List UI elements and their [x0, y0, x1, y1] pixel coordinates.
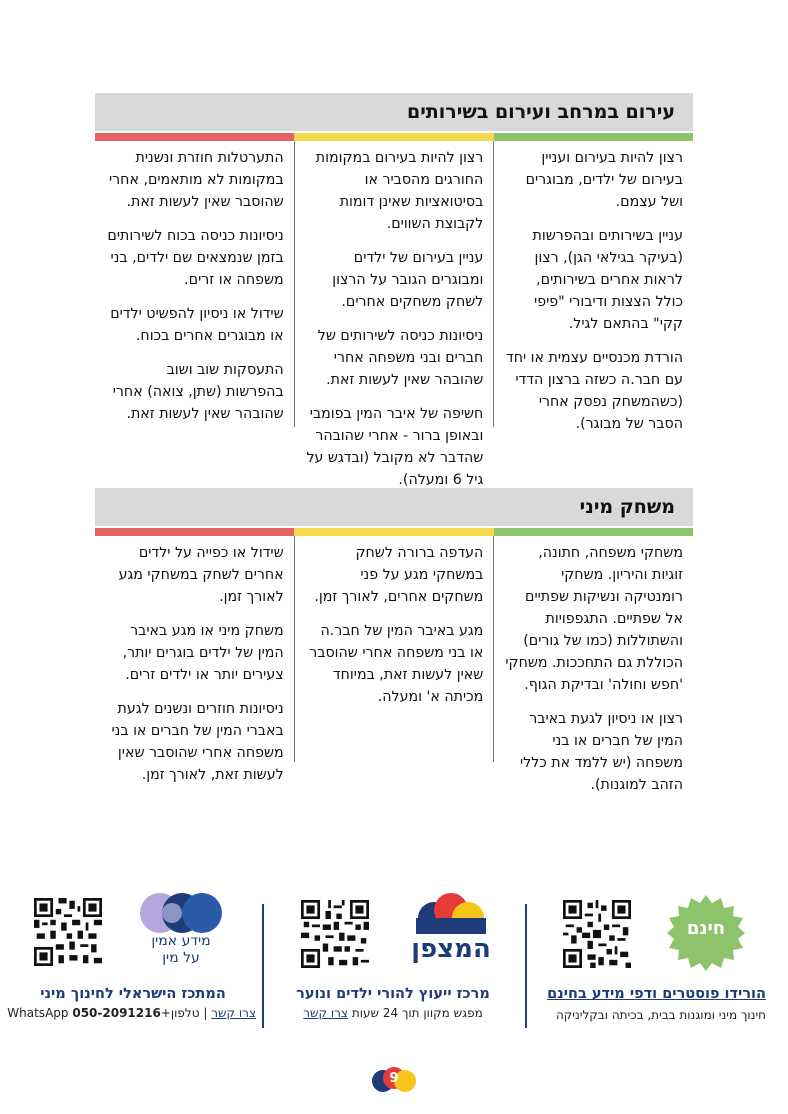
- qr-code-icon[interactable]: [563, 900, 631, 968]
- separator: |: [203, 1006, 208, 1020]
- institute-logo-line2: על מין: [162, 950, 200, 966]
- divider: [525, 904, 527, 1028]
- mitzpen-logo-text: המצפן: [411, 934, 491, 964]
- paragraph: משחקי משפחה, חתונה, זוגיות והיריון. משחקי רומנטיקה ונשיקות שפתיים אל שפתיים. התגפפויות והשתוללות (כמו של גורים) הכוללת גם התחככות. משחקי 'חפש וחולה' ובדיקת הגוף.: [505, 545, 683, 693]
- mitzpen-sub-text: מפגש מקוון תוך 24 שעות: [351, 1006, 483, 1020]
- columns: [95, 536, 693, 793]
- page-number: 9: [389, 1071, 399, 1086]
- section-sexual-play: [95, 488, 693, 793]
- paragraph: עניין בשירותים ובהפרשות (בעיקר בגילאי הגן), רצון לראות אחרים בשירותים, כולל הצצות ודיבורי "פיפי קקי" בהתאם לגיל.: [532, 228, 683, 332]
- institute-contact-row: [7, 1006, 256, 1020]
- phone-number[interactable]: 050-2091216: [72, 1006, 161, 1020]
- paragraph: עניין בעירום של ילדים ומבוגרים הגובר על הרצון לשחק משחקים אחרים.: [332, 250, 484, 310]
- qr-code-icon[interactable]: [301, 900, 369, 968]
- paragraph: הורדת מכנסיים עצמית או יחד עם חבר.ה כשזה ברצון הדדי (כשהמשחק נפסק אחרי הסבר של מבוגר).: [505, 350, 683, 432]
- qr-code-icon[interactable]: [34, 898, 102, 966]
- institute-contact-link[interactable]: צרו קשר: [211, 1006, 256, 1020]
- institute-logo-icon: [138, 888, 224, 938]
- mitzpen-logo-icon: [406, 888, 496, 934]
- paragraph: התעסקות שוב ושוב בהפרשות (שתן, צואה) אחרי שהובהר שאין לעשות זאת.: [112, 362, 284, 422]
- paragraph: שידול או ניסיון להפשיט ילדים או מבוגרים אחרים בכוח.: [110, 306, 284, 344]
- traffic-light-bars: [95, 528, 693, 536]
- column-green: [494, 141, 693, 432]
- paragraph: העדפה ברורה לשחק במשחקי מגע על פני משחקים אחרים, לאורך זמן.: [314, 545, 484, 605]
- yellow-bar: [294, 133, 493, 141]
- section-title: עירום במרחב ועירום בשירותים: [95, 93, 693, 131]
- column-red: [95, 141, 295, 427]
- section-title: משחק מיני: [95, 488, 693, 526]
- section-nudity: [95, 93, 693, 488]
- institute-title: המתכז הישראלי לחינוך מיני: [40, 986, 226, 1002]
- column-green: [494, 536, 693, 793]
- paragraph: משחק מיני או מגע באיבר המין של ילדים בוגרים יותר, צעירים יותר או ילדים זרים.: [122, 623, 284, 683]
- mitzpen-contact-link[interactable]: צרו קשר: [303, 1006, 349, 1020]
- mitzpen-subtitle: [268, 1006, 518, 1020]
- paragraph: ניסיונות חוזרים ונשנים לגעת באברי המין של חברים או בני משפחה אחרי שהוסבר שאין לעשות זאת, לאורך זמן.: [111, 701, 284, 783]
- paragraph: ניסיונות כניסה בכוח לשירותים בזמן שנמצאים שם ילדים, בני משפחה או זרים.: [107, 228, 284, 288]
- posters-download-link[interactable]: הורידו פוסטרים ודפי מידע בחינם: [547, 986, 766, 1002]
- mitzpen-title: מרכז ייעוץ להורי ילדים ונוער: [296, 986, 490, 1002]
- column-yellow: [295, 141, 495, 488]
- posters-subtitle: חינוך מיני ומוגנות בבית, בכיתה ובקליניקה: [555, 1008, 766, 1022]
- yellow-bar: [294, 528, 493, 536]
- red-bar: [95, 528, 294, 536]
- paragraph: מגע באיבר המין של חבר.ה או בני משפחה אחרי שהוסבר שאין לעשות זאת, במיוחד מכיתה א' ומעלה.: [309, 623, 484, 705]
- paragraph: רצון להיות בעירום במקומות החורגים מהסביר או בסיטואציות שאינן דומות לקבוצת השווים.: [315, 150, 484, 232]
- paragraph: רצון להיות בעירום ועניין בעירום של ילדים, מבוגרים ושל עצמם.: [525, 150, 683, 210]
- red-bar: [95, 133, 294, 141]
- column-red: [95, 536, 295, 783]
- free-badge-label: חינם: [686, 918, 726, 939]
- traffic-light-bars: [95, 133, 693, 141]
- paragraph: שידול או כפייה על ילדים אחרים לשחק במשחקי מגע לאורך זמן.: [118, 545, 284, 605]
- phone-label: טלפון+WhatsApp: [7, 1006, 200, 1020]
- paragraph: רצון או ניסיון לגעת באיבר המין של חברים או בני משפחה (יש ללמד את כללי הזהב למוגנות).: [519, 711, 683, 793]
- green-bar: [494, 528, 693, 536]
- divider: [262, 904, 264, 1028]
- paragraph: חשיפה של איבר המין בפומבי ובאופן ברור - אחרי שהובהר שהדבר לא מקובל (ובדגש על גיל 6 ומעלה).: [306, 406, 484, 488]
- column-yellow: [295, 536, 495, 762]
- paragraph: התערטלות חוזרת ונשנית במקומות לא מותאמים, אחרי שהוסבר שאין לעשות זאת.: [109, 150, 284, 210]
- columns: [95, 141, 693, 488]
- institute-logo-line1: מידע אמין: [151, 933, 211, 949]
- paragraph: ניסיונות כניסה לשירותים של חברים ובני משפחה אחרי שהובהר שאין לעשות זאת.: [317, 328, 484, 388]
- green-bar: [494, 133, 693, 141]
